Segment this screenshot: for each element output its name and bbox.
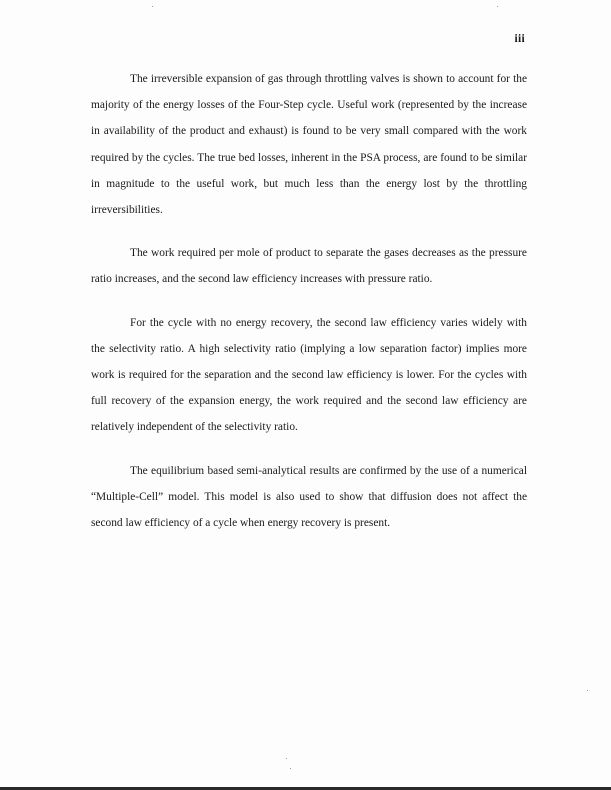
scan-speck xyxy=(286,758,287,759)
paragraph-pressure-ratio: The work required per mole of product to separate the gases decreases as the pressure ratio increases, and the second law efficiency increases with pressure ratio. xyxy=(91,247,527,286)
paragraph-throttling-losses: The irreversible expansion of gas through throttling valves is shown to account for the majority of the energy losses of the Four-Step cycle. Useful work (represented by the increase in availability of the product and exhaust) is found to be very small compared with the work required by the cycles. The true bed losses, inherent in the PSA process, are found to be similar in magnitude to the useful work, but much less than the energy lost by the throttling irreversibilities. xyxy=(91,73,527,217)
scan-speck xyxy=(587,690,588,691)
page-number: iii xyxy=(514,33,525,45)
paragraph-multiple-cell-model: The equilibrium based semi-analytical results are confirmed by the use of a numerical “Multiple-Cell” model. This model is also used to show that diffusion does not affect the second law efficiency of a cycle when energy recovery is present. xyxy=(91,464,527,530)
scan-speck xyxy=(497,6,498,7)
scan-speck xyxy=(290,768,291,769)
paragraph-selectivity-ratio: For the cycle with no energy recovery, the second law efficiency varies widely with the selectivity ratio. A high selectivity ratio (implying a low separation factor) implies more work is required for the separation and the second law efficiency is lower. For the cycles with full recovery of the expansion energy, the work required and the second law efficiency are relatively independent of the selectivity ratio. xyxy=(91,316,527,434)
abstract-body xyxy=(91,66,527,553)
scan-speck xyxy=(152,6,153,7)
